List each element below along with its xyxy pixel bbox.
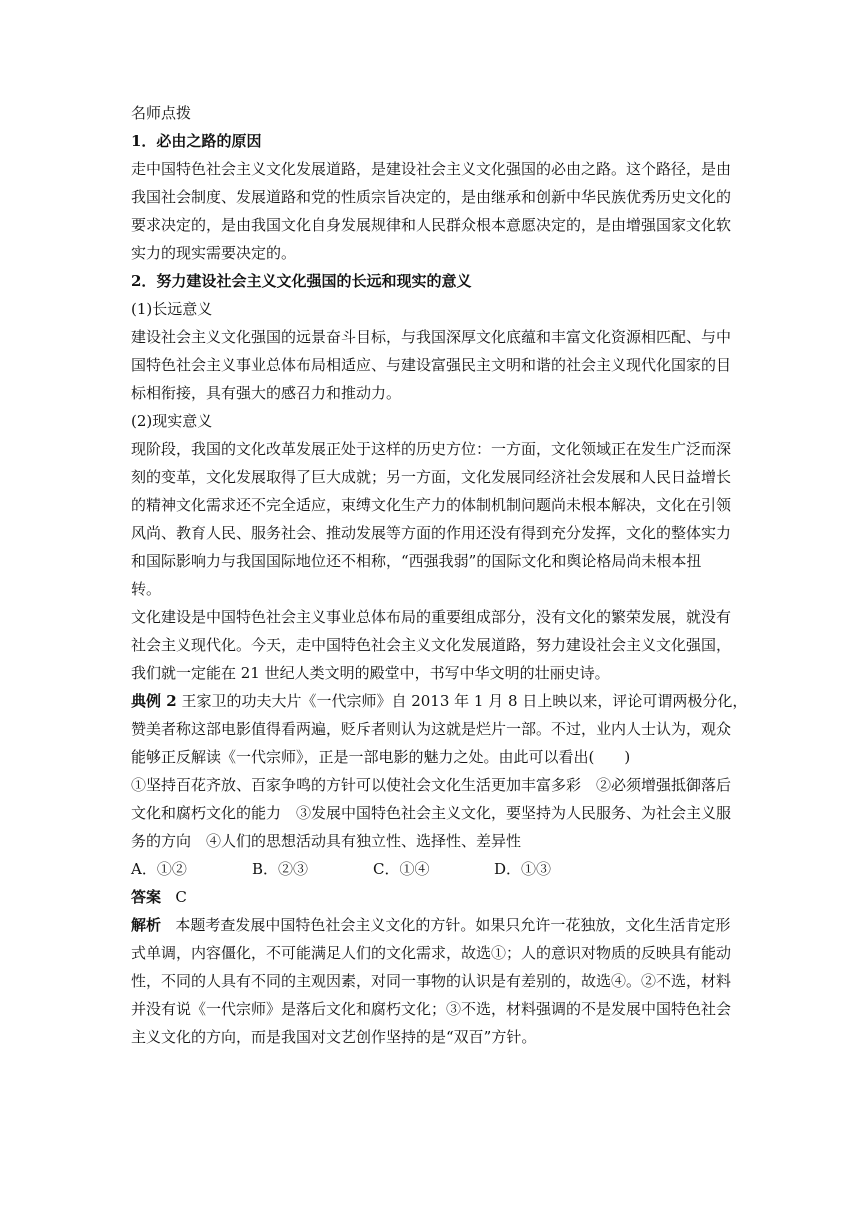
example-text: 王家卫的功夫大片《一代宗师》自 2013 年 1 月 8 日上映以来，评论可谓两极分化，: [181, 692, 748, 710]
sub2-title: (2)现实意义: [131, 412, 213, 430]
sub1-title: (1)长远意义: [131, 300, 213, 318]
section1-line: 实力的现实需要决定的。: [131, 244, 297, 262]
closing-line: 我们就一定能在 21 世纪人类文明的殿堂中，书写中华文明的壮丽史诗。: [131, 664, 610, 682]
answer-label: 答案: [131, 888, 162, 906]
section1-title: 1．必由之路的原因: [131, 132, 262, 150]
example-label: 典例 2: [131, 692, 177, 710]
answer-options: [131, 855, 731, 883]
statement-line: ①坚持百花齐放、百家争鸣的方针可以使社会文化生活更加丰富多彩 ②必须增强抵御落后: [131, 776, 732, 794]
statement-line: 文化和腐朽文化的能力 ③发展中国特色社会主义文化，要坚持为人民服务、为社会主义服: [131, 804, 732, 822]
closing-line: 文化建设是中国特色社会主义事业总体布局的重要组成部分，没有文化的繁荣发展，就没有: [131, 608, 732, 626]
answer-value: C: [175, 888, 187, 906]
analysis-line: 性，不同的人具有不同的主观因素，对同一事物的认识是有差别的，故选④。②不选，材料: [131, 972, 732, 990]
analysis-text: 本题考查发展中国特色社会主义文化的方针。如果只允许一花独放，文化生活肯定形: [175, 916, 731, 934]
section-header: 名师点拨: [131, 104, 192, 122]
document-page: [131, 99, 748, 1051]
sub2-line: 现阶段，我国的文化改革发展正处于这样的历史方位：一方面，文化领域正在发生广泛而深: [131, 440, 732, 458]
answer-line: [131, 883, 731, 911]
sub2-line: 风尚、教育人民、服务社会、推动发展等方面的作用还没有得到充分发挥，文化的整体实力: [131, 524, 732, 542]
sub2-line: 和国际影响力与我国国际地位还不相称，“西强我弱”的国际文化和舆论格局尚未根本扭: [131, 552, 702, 570]
statement-line: 务的方向 ④人们的思想活动具有独立性、选择性、差异性: [131, 832, 522, 850]
analysis-label: 解析: [131, 916, 162, 934]
analysis-line: 式单调，内容僵化，不可能满足人们的文化需求，故选①；人的意识对物质的反映具有能动: [131, 944, 732, 962]
option-b: B．②③: [252, 860, 309, 878]
section1-line: 要求决定的，是由我国文化自身发展规律和人民群众根本意愿决定的，是由增强国家文化软: [131, 216, 732, 234]
sub1-line: 国特色社会主义事业总体布局相适应、与建设富强民主文明和谐的社会主义现代化国家的目: [131, 356, 732, 374]
section1-line: 我国社会制度、发展道路和党的性质宗旨决定的，是由继承和创新中华民族优秀历史文化的: [131, 188, 732, 206]
sub1-line: 建设社会主义文化强国的远景奋斗目标，与我国深厚文化底蕴和丰富文化资源相匹配、与中: [131, 328, 732, 346]
sub2-line: 刻的变革，文化发展取得了巨大成就；另一方面，文化发展同经济社会发展和人民日益增长: [131, 468, 732, 486]
example-line: 能够正反解读《一代宗师》，正是一部电影的魅力之处。由此可以看出( ): [131, 748, 631, 766]
option-d: D．①③: [494, 860, 552, 878]
closing-line: 社会主义现代化。今天，走中国特色社会主义文化发展道路，努力建设社会主义文化强国，: [131, 636, 732, 654]
analysis-line: 并没有说《一代宗师》是落后文化和腐朽文化；③不选，材料强调的不是发展中国特色社会: [131, 1000, 732, 1018]
example-line: 赞美者称这部电影值得看两遍，贬斥者则认为这就是烂片一部。不过，业内人士认为，观众: [131, 720, 732, 738]
option-a: A．①②: [131, 860, 187, 878]
section1-line: 走中国特色社会主义文化发展道路，是建设社会主义文化强国的必由之路。这个路径，是由: [131, 160, 732, 178]
sub2-line: 的精神文化需求还不完全适应，束缚文化生产力的体制机制问题尚未根本解决，文化在引领: [131, 496, 732, 514]
option-c: C．①④: [373, 860, 430, 878]
sub1-line: 标相衔接，具有强大的感召力和推动力。: [131, 384, 402, 402]
example-first-line: [131, 687, 748, 715]
sub2-line: 转。: [131, 580, 162, 598]
analysis-line: 主义文化的方向，而是我国对文艺创作坚持的是“双百”方针。: [131, 1028, 537, 1046]
section2-title: 2．努力建设社会主义文化强国的长远和现实的意义: [131, 272, 472, 290]
analysis-first-line: [131, 911, 731, 939]
